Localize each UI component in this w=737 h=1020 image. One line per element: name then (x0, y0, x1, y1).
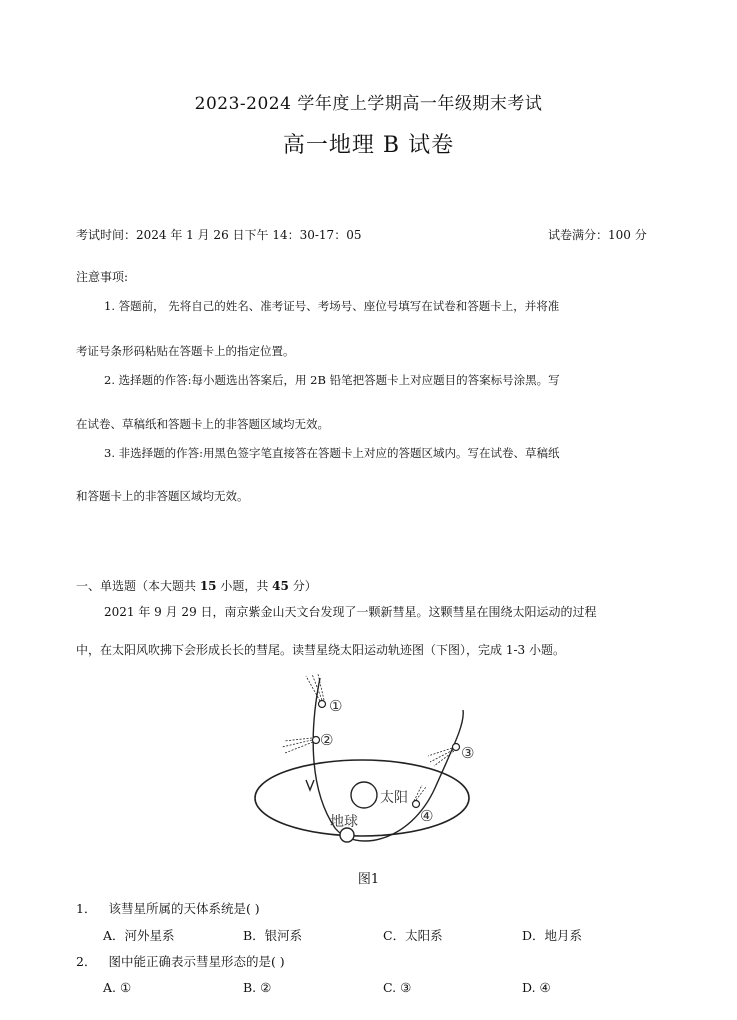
intro-line-1: 2021 年 9 月 29 日，南京紫金山天文台发现了一颗新彗星。这颗彗星在围绕太阳运动的过程 (104, 605, 597, 619)
note-3-line-2: 和答题卡上的非答题区域均无效。 (76, 489, 249, 503)
total-points: 45 (272, 579, 289, 593)
question-1 (76, 899, 260, 917)
full-score: 试卷满分：100 分 (548, 228, 647, 242)
svg-text:③: ③ (461, 744, 475, 762)
comet-position-2 (282, 731, 333, 753)
note-2-line-2: 在试卷、草稿纸和答题卡上的非答题区域均无效。 (76, 417, 329, 431)
comet-position-3 (428, 744, 474, 767)
question-number: 1． (76, 901, 97, 916)
earth (340, 828, 354, 842)
q1-option-a[interactable]: A．河外星系 (103, 928, 175, 943)
q2-option-a[interactable]: A. ① (103, 980, 132, 995)
svg-text:④: ④ (420, 807, 434, 825)
note-2-line-1: 2. 选择题的作答:每小题选出答案后，用 2B 铅笔把答题卡上对应题目的答案标号涂黑。写 (104, 373, 560, 387)
comet-position-1 (306, 674, 342, 715)
note-3-line-1: 3. 非选择题的作答:用黑色签字笔直接答在答题卡上对应的答题区域内。写在试卷、草稿纸 (104, 446, 560, 460)
figure-caption: 图1 (357, 872, 380, 887)
question-2 (76, 952, 285, 970)
notes-heading: 注意事项: (76, 270, 129, 284)
comet-orbit-figure (250, 668, 480, 858)
q2-option-c[interactable]: C. ③ (383, 980, 412, 995)
section-heading: 一、单选题（本大题共 15 小题，共 45 分） (76, 579, 317, 593)
question-text: 该彗星所属的天体系统是( ) (108, 901, 260, 916)
svg-text:②: ② (320, 731, 334, 749)
q2-option-d[interactable]: D. ④ (522, 980, 551, 995)
comet-position-4 (413, 785, 434, 825)
question-text: 图中能正确表示彗星形态的是( ) (108, 954, 285, 969)
q1-option-d[interactable]: D．地月系 (522, 928, 583, 943)
sun (351, 782, 377, 808)
earth-label: 地球 (330, 814, 358, 830)
paper-title: 高一地理 B 试卷 (282, 133, 455, 158)
question-count: 15 (199, 579, 217, 593)
svg-text:①: ① (329, 697, 343, 715)
q1-option-b[interactable]: B．银河系 (243, 928, 303, 943)
exam-title: 2023-2024 学年度上学期高一年级期末考试 (194, 94, 543, 114)
direction-arrow (306, 780, 314, 790)
intro-line-2: 中，在太阳风吹拂下会形成长长的彗尾。读彗星绕太阳运动轨迹图（下图），完成 1-3 小题。 (76, 643, 565, 657)
question-number: 2． (76, 954, 97, 969)
q2-option-b[interactable]: B. ② (243, 980, 272, 995)
exam-time: 考试时间：2024 年 1 月 26 日下午 14：30-17：05 (76, 228, 362, 242)
sun-label: 太阳 (380, 790, 408, 806)
note-1-line-1: 1. 答题前， 先将自己的姓名、准考证号、考场号、座位号填写在试卷和答题卡上，并将准 (104, 299, 560, 313)
note-1-line-2: 考证号条形码粘贴在答题卡上的指定位置。 (76, 344, 295, 358)
q1-option-c[interactable]: C．太阳系 (383, 928, 443, 943)
